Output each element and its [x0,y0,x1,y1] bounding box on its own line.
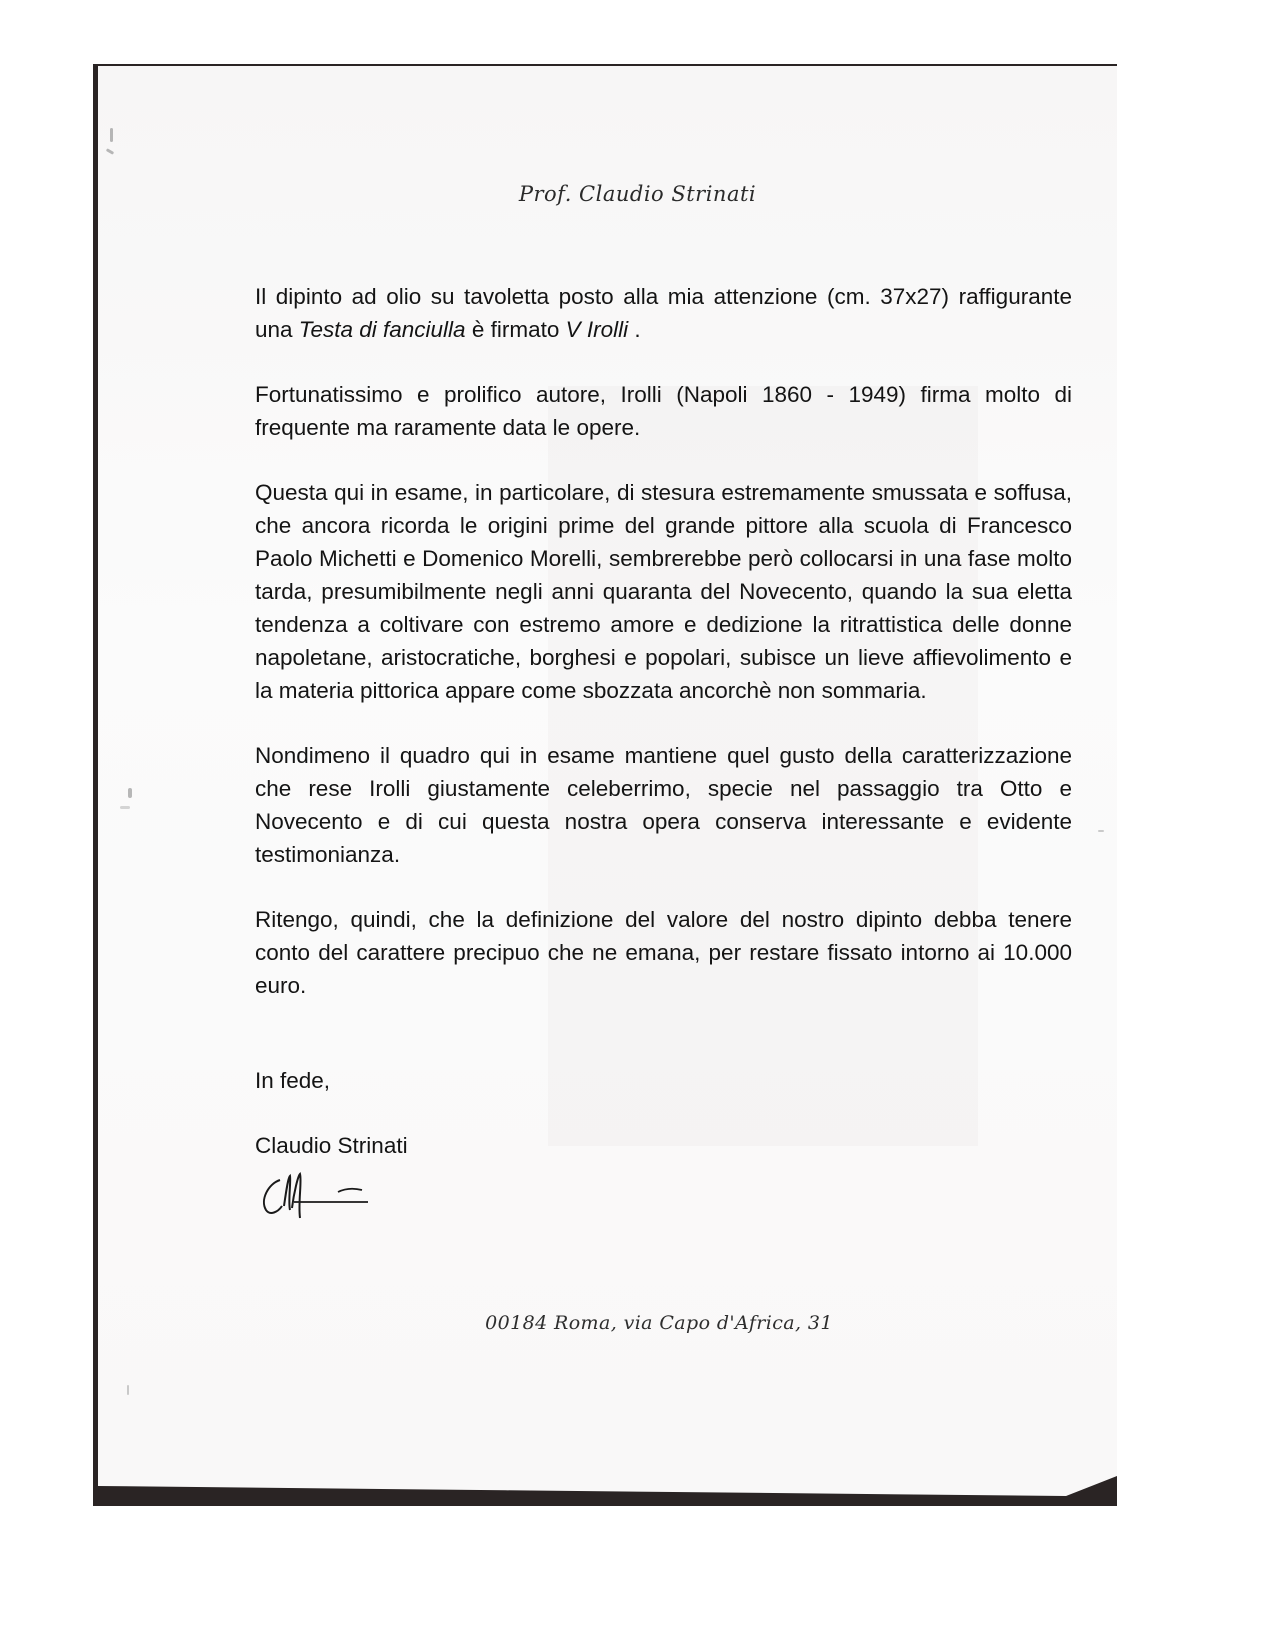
letter-body [255,280,1072,1194]
paragraph-3: Questa qui in esame, in particolare, di stesura estremamente smussata e soffusa, che ancora ricorda le origini prime del grande pittore alla scuola di Francesco Paolo Michetti e Domenico Morelli, sembrerebbe però collocarsi in una fase molto tarda, presumibilmente negli anni quaranta del Novecento, quando la sua eletta tendenza a coltivare con estremo amore e dedizione la ritrattistica delle donne napoletane, aristocratiche, borghesi e popolari, subisce un lieve affievolimento e la materia pittorica appare come sbozzata ancorchè non sommaria. [255,480,1072,703]
paragraph-2: Fortunatissimo e prolifico autore, Irolli (Napoli 1860 - 1949) firma molto di frequente ma raramente data le opere. [255,382,1072,440]
letterhead-name: Prof. Claudio Strinati [518,182,757,206]
paragraph-5: Ritengo, quindi, che la definizione del valore del nostro dipinto debba tenere conto del carattere precipuo che ne emana, per restare fissato intorno ai 10.000 euro. [255,907,1072,998]
artist-signature-text: V Irolli [565,317,629,342]
p1-text-a: Il dipinto ad olio su tavoletta posto alla mia attenzione (cm. 37x27) raffigurante una [255,284,1072,342]
handwritten-signature [258,1172,378,1220]
scan-speck [128,788,132,798]
closing-salutation: In fede, [255,1068,331,1093]
signer-name: Claudio Strinati [255,1133,408,1158]
p1-text-b: è firmato [465,317,566,342]
artwork-title: Testa di fanciulla [298,317,466,342]
scan-speck [110,128,113,142]
scan-speck [1098,830,1104,832]
scan-speck [127,1385,129,1395]
scan-speck [120,806,130,809]
paragraph-4: Nondimeno il quadro qui in esame mantiene quel gusto della caratterizzazione che rese Irolli giustamente celeberrimo, specie nel passaggio tra Otto e Novecento e di cui questa nostra opera conserva interessante e evidente testimonianza. [255,743,1072,867]
footer-address: 00184 Roma, via Capo d'Africa, 31 [485,1312,833,1334]
p1-text-c: . [628,317,641,342]
paragraph-1 [255,280,1072,346]
